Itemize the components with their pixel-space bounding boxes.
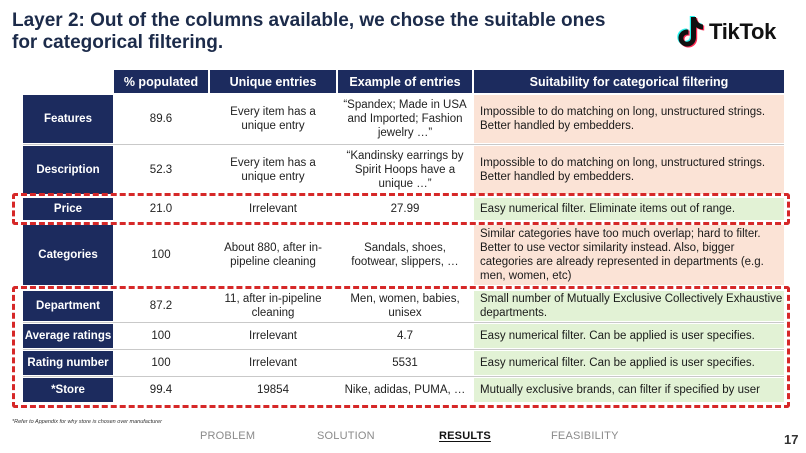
row-label-average-ratings: Average ratings — [23, 324, 113, 348]
row-label-store: *Store — [23, 378, 113, 402]
cell-populated: 100 — [151, 357, 171, 369]
logo-text: TikTok — [709, 19, 777, 44]
cell-unique: 11, after in-pipeline cleaning — [224, 293, 322, 319]
tiktok-logo — [674, 14, 794, 50]
cell-example: Sandals, shoes, footwear, slippers, … — [351, 242, 459, 268]
cell-example: Nike, adidas, PUMA, … — [344, 384, 466, 396]
row-label-department: Department — [23, 291, 113, 321]
cell-populated: 99.4 — [149, 384, 173, 396]
cell-example: 5531 — [392, 357, 418, 369]
cell-suitability: Impossible to do matching on long, unstructured strings. Better handled by embedders. — [474, 146, 784, 194]
cell-suitability: Similar categories have too much overlap; hard to filter. Better to use vector similarity instead. Also, bigger categories are already represented in departments (e.g. men, women, etc) — [474, 225, 784, 285]
cell-unique: Irrelevant — [249, 357, 297, 369]
cell-populated: 52.3 — [149, 164, 173, 176]
nav-problem[interactable]: PROBLEM — [200, 430, 256, 442]
row-label-description: Description — [23, 146, 113, 194]
cell-example: “Kandinsky earrings by Spirit Hoops have a unique …” — [346, 150, 464, 190]
nav-results[interactable]: RESULTS — [439, 430, 491, 442]
cell-example: 27.99 — [390, 203, 420, 215]
cell-unique: Every item has a unique entry — [230, 106, 316, 132]
cell-example: 4.7 — [397, 330, 413, 342]
cell-suitability: Mutually exclusive brands, can filter if specified by user — [474, 378, 784, 402]
row-label-categories: Categories — [23, 225, 113, 285]
cell-populated: 89.6 — [149, 113, 173, 125]
cell-suitability: Easy numerical filter. Can be applied is user specifies. — [474, 324, 784, 348]
nav-solution[interactable]: SOLUTION — [317, 430, 375, 442]
page-number: 17 — [784, 432, 799, 447]
cell-example: “Spandex; Made in USA and Imported; Fashion jewelry …” — [343, 99, 467, 139]
cell-unique: About 880, after in-pipeline cleaning — [224, 242, 322, 268]
footnote: *Refer to Appendix for why store is chosen over manufacturer — [12, 419, 162, 425]
cell-populated: 87.2 — [149, 300, 173, 312]
row-label-price: Price — [23, 198, 113, 220]
row-label-rating-number: Rating number — [23, 351, 113, 375]
cell-example: Men, women, babies, unisex — [350, 293, 460, 319]
cell-unique: Every item has a unique entry — [230, 157, 316, 183]
cell-suitability: Easy numerical filter. Can be applied is user specifies. — [474, 351, 784, 375]
cell-unique: Irrelevant — [249, 330, 297, 342]
tiktok-note-icon — [674, 15, 706, 49]
cell-suitability: Impossible to do matching on long, unstructured strings. Better handled by embedders. — [474, 95, 784, 143]
price-highlight-box — [12, 193, 790, 225]
nav-feasibility[interactable]: FEASIBILITY — [551, 430, 619, 442]
header-unique: Unique entries — [210, 70, 336, 93]
header-populated: % populated — [114, 70, 208, 93]
header-suitability: Suitability for categorical filtering — [474, 70, 784, 93]
cell-suitability: Easy numerical filter. Eliminate items out of range. — [474, 198, 784, 220]
slide-title: Layer 2: Out of the columns available, we chose the suitable ones for categorical filtering. — [12, 10, 606, 53]
cell-populated: 100 — [151, 330, 171, 342]
cell-populated: 21.0 — [149, 203, 173, 215]
row-label-features: Features — [23, 95, 113, 143]
cell-populated: 100 — [151, 249, 171, 261]
cell-unique: 19854 — [257, 384, 289, 396]
cell-unique: Irrelevant — [249, 203, 297, 215]
selected-columns-highlight-box — [12, 286, 790, 408]
row-divider — [23, 144, 784, 145]
header-example: Example of entries — [338, 70, 472, 93]
cell-suitability: Small number of Mutually Exclusive Collectively Exhaustive departments. — [474, 291, 784, 321]
